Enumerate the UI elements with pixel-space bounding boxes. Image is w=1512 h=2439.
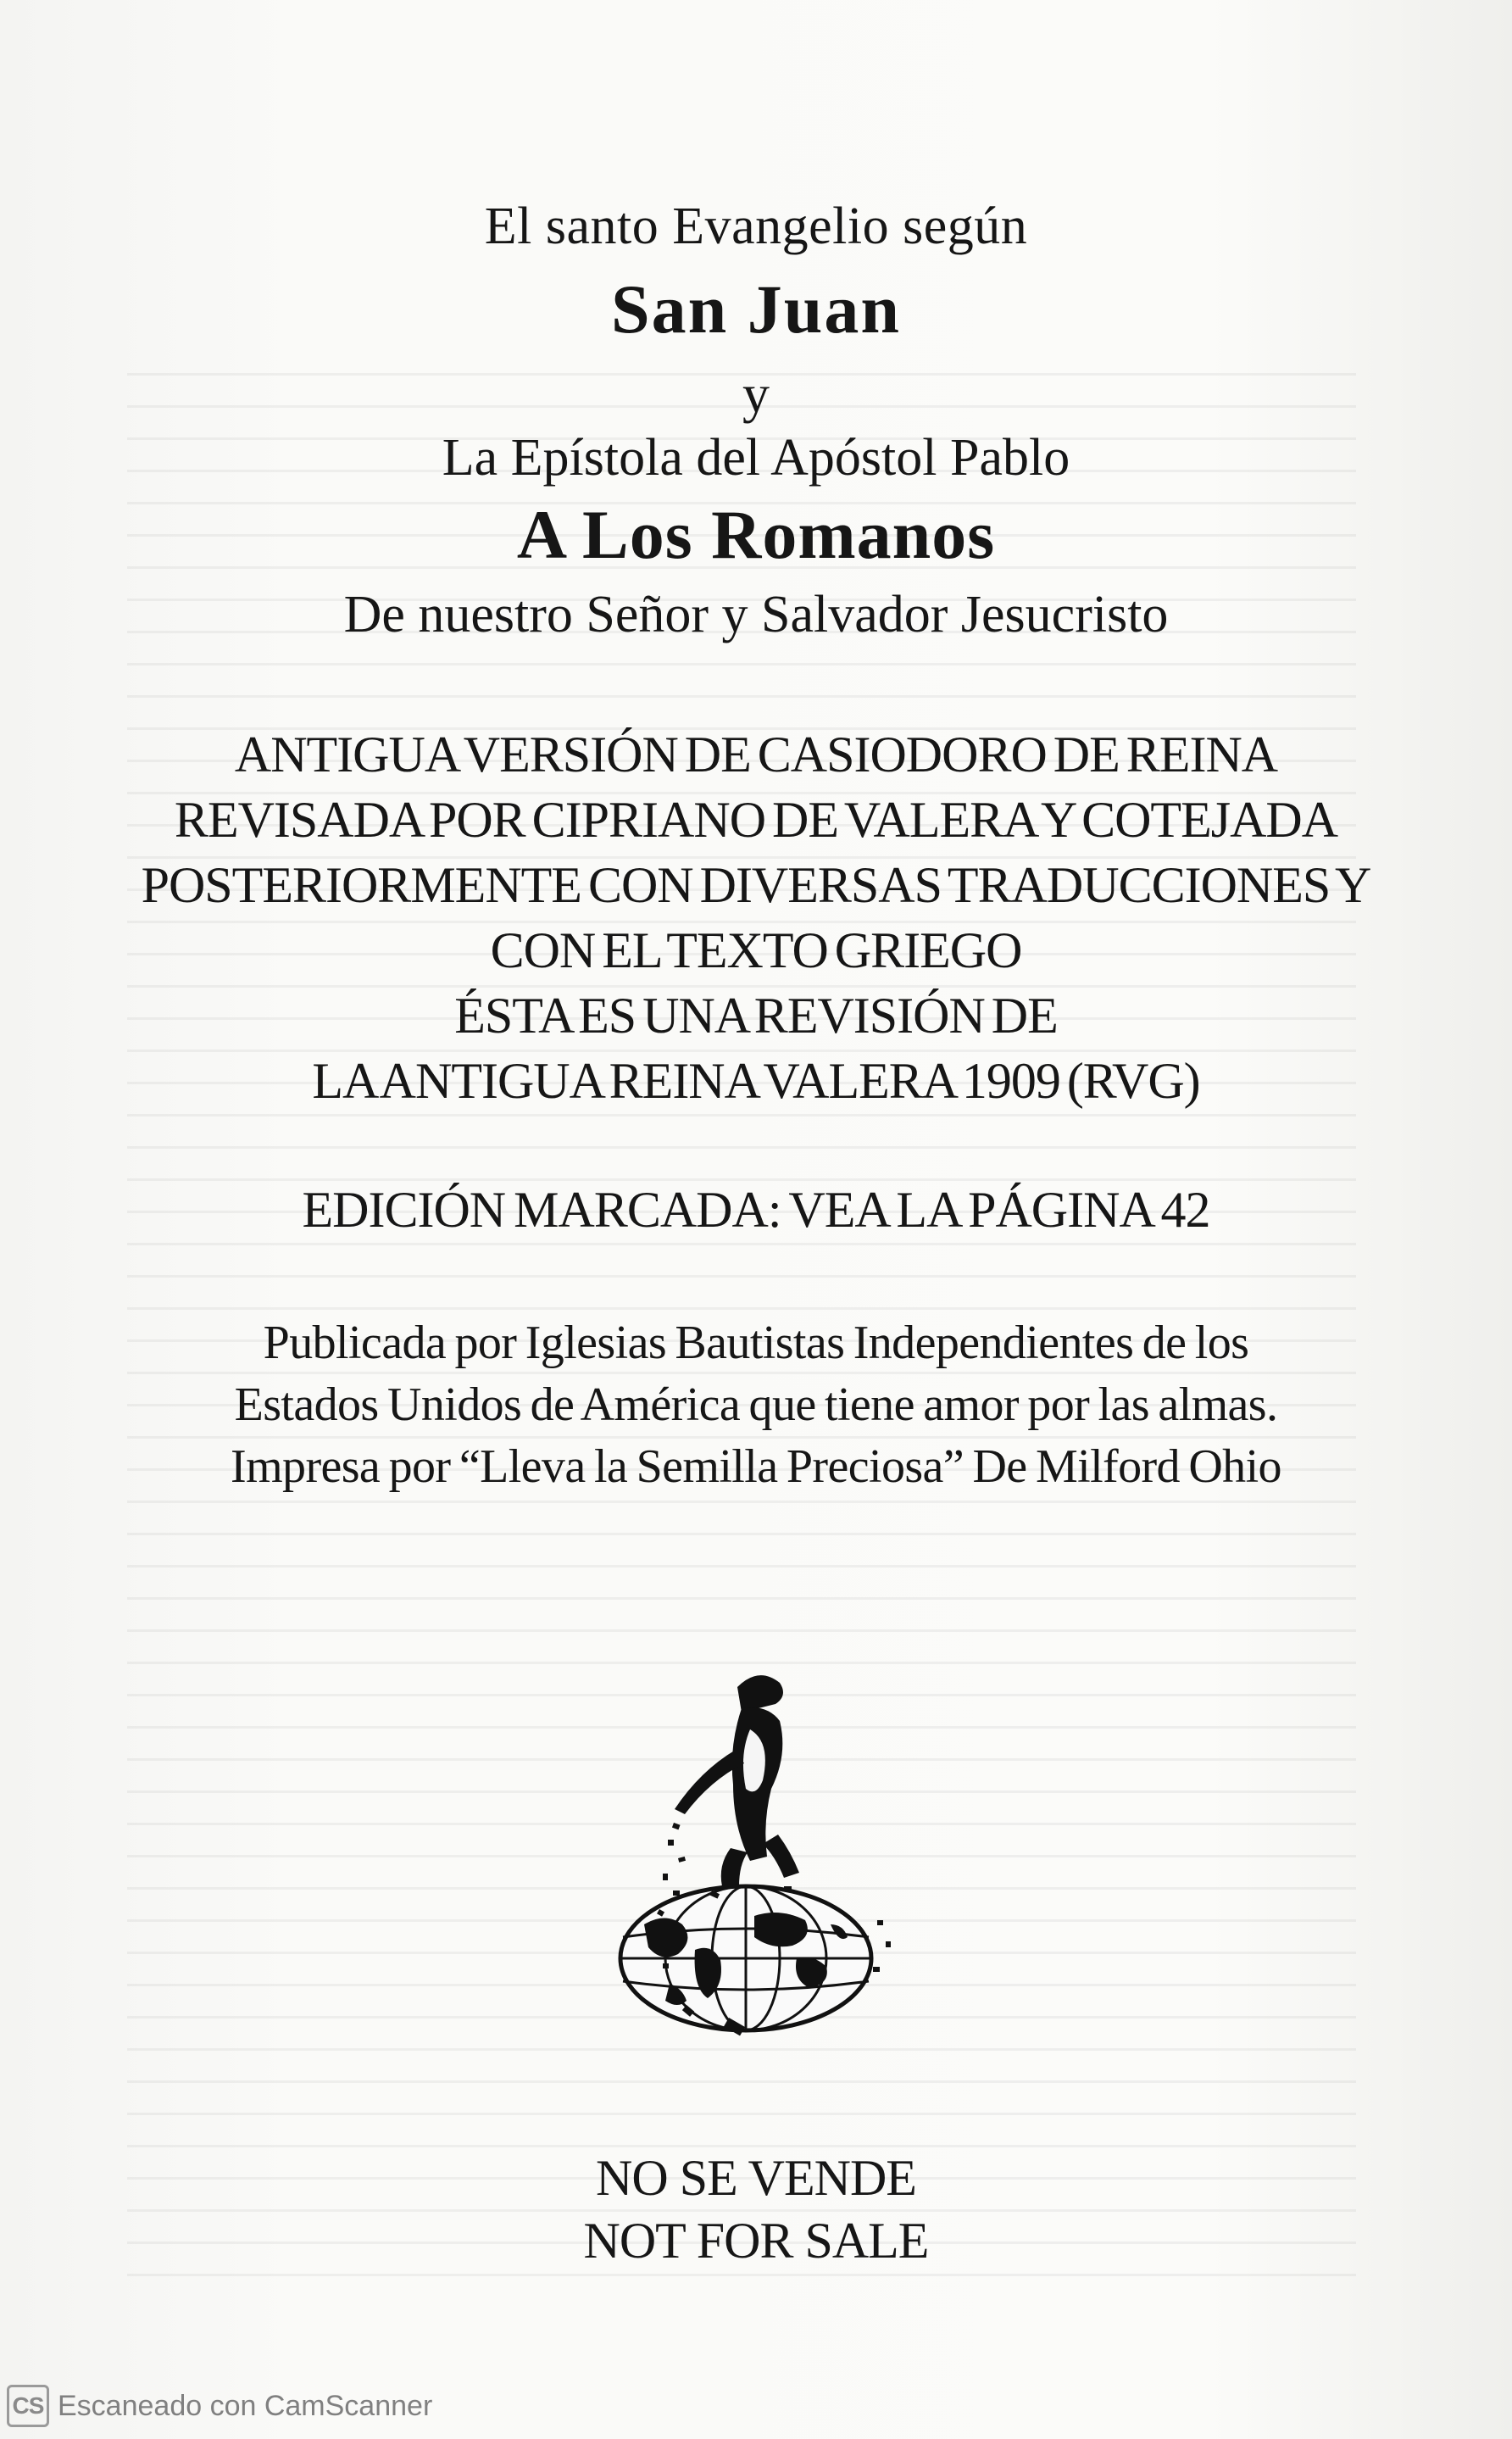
publisher-line: Publicada por Iglesias Bautistas Independientes de los: [263, 1317, 1249, 1369]
not-for-sale-english: NOT FOR SALE: [583, 2213, 929, 2269]
not-for-sale-notice: [0, 2147, 1512, 2272]
title-san-juan: San Juan: [611, 270, 901, 348]
publisher-statement: [0, 1312, 1512, 1498]
publisher-line: Estados Unidos de América que tiene amor por las almas.: [234, 1378, 1278, 1431]
edition-note: EDICIÓN MARCADA: VEA LA PÁGINA 42: [302, 1182, 1210, 1238]
camscanner-logo-icon: CS: [7, 2385, 49, 2427]
camscanner-watermark: [7, 2384, 432, 2428]
version-line: ÉSTA ES UNA REVISIÓN DE: [454, 988, 1058, 1044]
not-for-sale-spanish: NO SE VENDE: [596, 2150, 916, 2206]
sower-on-globe-icon: [585, 1662, 924, 2069]
title-line-savior: De nuestro Señor y Salvador Jesucristo: [343, 586, 1169, 643]
title-conjunction: y: [742, 364, 770, 424]
title-line-epistle: La Epístola del Apóstol Pablo: [442, 429, 1070, 487]
version-line: REVISADA POR CIPRIANO DE VALERA Y COTEJADA: [174, 792, 1338, 848]
version-line: LA ANTIGUA REINA VALERA 1909 (RVG): [312, 1053, 1200, 1109]
camscanner-text: Escaneado con CamScanner: [58, 2389, 433, 2422]
version-line: CON EL TEXTO GRIEGO: [490, 922, 1022, 978]
publisher-line: Impresa por “Lleva la Semilla Preciosa” De Milford Ohio: [231, 1440, 1281, 1493]
version-line: POSTERIORMENTE CON DIVERSAS TRADUCCIONES Y: [141, 857, 1371, 913]
version-statement: [0, 722, 1512, 1114]
sower-figure: [675, 1675, 799, 1886]
globe-icon: [620, 1886, 871, 2030]
title-line-gospel: El santo Evangelio según: [484, 198, 1028, 255]
version-line: ANTIGUA VERSIÓN DE CASIODORO DE REINA: [234, 727, 1278, 782]
title-romanos: A Los Romanos: [516, 496, 996, 573]
